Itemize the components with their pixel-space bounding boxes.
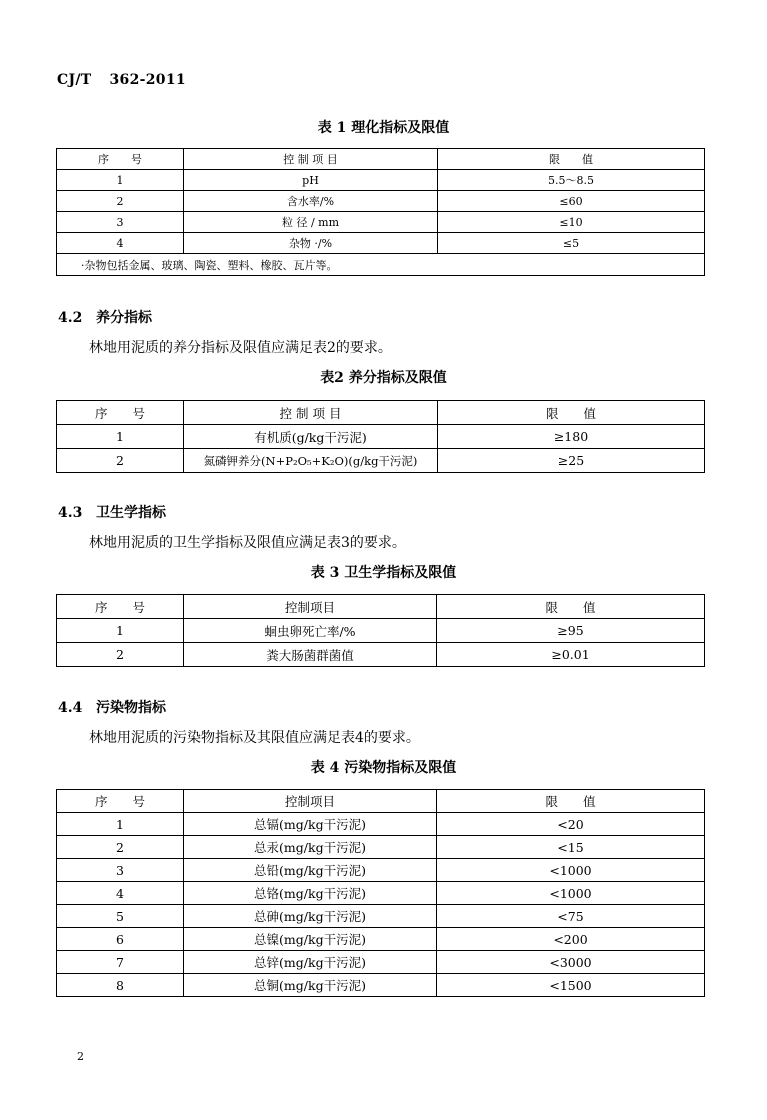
table-cell: 总铬(mg/kg干污泥) (184, 882, 437, 905)
table-cell: 1 (57, 813, 184, 836)
table4-header-cell: 限 值 (437, 790, 705, 813)
table-row (57, 643, 705, 667)
table-cell: 总铅(mg/kg干污泥) (184, 859, 437, 882)
table3-header-cell: 控制项目 (184, 595, 437, 619)
table-cell: 粒 径 / mm (184, 212, 438, 233)
table-cell: 2 (57, 191, 184, 212)
standard-code (57, 72, 186, 88)
table-cell: 总镉(mg/kg干污泥) (184, 813, 437, 836)
table-cell: pH (184, 170, 438, 191)
table-cell: 有机质(g/kg干污泥) (184, 425, 438, 449)
table-cell: 粪大肠菌群菌值 (184, 643, 437, 667)
table-row (57, 212, 705, 233)
table-cell: ≥180 (438, 425, 705, 449)
table1-header-cell: 限 值 (438, 149, 705, 170)
section-title: 卫生学指标 (96, 505, 166, 521)
table2-caption: 表2 养分指标及限值 (320, 370, 447, 386)
table3-header-row (57, 595, 705, 619)
table-cell: 4 (57, 882, 184, 905)
table-cell: <20 (437, 813, 705, 836)
table-cell: 总铜(mg/kg干污泥) (184, 974, 437, 997)
table-cell: ≥95 (437, 619, 705, 643)
table-cell: 蛔虫卵死亡率/% (184, 619, 437, 643)
table-cell: <75 (437, 905, 705, 928)
table1-header-cell: 控 制 项 目 (184, 149, 438, 170)
table-cell: 2 (57, 836, 184, 859)
table-cell: 杂物 ·/% (184, 233, 438, 254)
section-number: 4.3 (58, 505, 83, 521)
section-4-3-text: 林地用泥质的卫生学指标及限值应满足表3的要求。 (89, 535, 406, 551)
table-cell: <200 (437, 928, 705, 951)
section-heading-4-3 (58, 502, 166, 522)
table-cell: ≥0.01 (437, 643, 705, 667)
table-cell: 5.5～8.5 (438, 170, 705, 191)
table-cell: <1000 (437, 859, 705, 882)
table3 (56, 594, 705, 667)
table-row (57, 928, 705, 951)
table-row (57, 905, 705, 928)
table4-header-cell: 控制项目 (184, 790, 437, 813)
table-cell: <3000 (437, 951, 705, 974)
table-row (57, 882, 705, 905)
table-row (57, 449, 705, 473)
table-cell: 总砷(mg/kg干污泥) (184, 905, 437, 928)
table2-header-row (57, 401, 705, 425)
table-cell: 2 (57, 449, 184, 473)
section-title: 养分指标 (96, 310, 152, 326)
section-number: 4.4 (58, 700, 83, 716)
section-heading-4-4 (58, 697, 166, 717)
table1 (56, 148, 705, 276)
table2-header-cell: 序 号 (57, 401, 184, 425)
table-cell: ≥25 (438, 449, 705, 473)
table-cell: 总镍(mg/kg干污泥) (184, 928, 437, 951)
table-cell: 总汞(mg/kg干污泥) (184, 836, 437, 859)
standard-number: 362-2011 (109, 72, 186, 88)
table4-header-row (57, 790, 705, 813)
table-cell: 2 (57, 643, 184, 667)
section-title: 污染物指标 (96, 700, 166, 716)
table-row (57, 951, 705, 974)
page-number: 2 (77, 1050, 84, 1063)
table3-header-cell: 序 号 (57, 595, 184, 619)
table-row (57, 836, 705, 859)
table1-header-row (57, 149, 705, 170)
table-cell: ≤60 (438, 191, 705, 212)
table-cell: ≤5 (438, 233, 705, 254)
table-row (57, 974, 705, 997)
table-cell: <1500 (437, 974, 705, 997)
table1-caption: 表 1 理化指标及限值 (317, 120, 450, 136)
table1-note: ·杂物包括金属、玻璃、陶瓷、塑料、橡胶、瓦片等。 (57, 254, 705, 276)
table-cell: 7 (57, 951, 184, 974)
table-cell: 6 (57, 928, 184, 951)
section-heading-4-2 (58, 307, 152, 327)
table-cell: 4 (57, 233, 184, 254)
table2 (56, 400, 705, 473)
table-cell: 氮磷钾养分(N+P₂O₅+K₂O)(g/kg干污泥) (184, 449, 438, 473)
table-cell: 含水率/% (184, 191, 438, 212)
table-cell: 1 (57, 619, 184, 643)
table-cell: 1 (57, 170, 184, 191)
table-cell: 1 (57, 425, 184, 449)
section-number: 4.2 (58, 310, 83, 326)
table-row (57, 170, 705, 191)
table-cell: <15 (437, 836, 705, 859)
table-row (57, 425, 705, 449)
table-cell: ≤10 (438, 212, 705, 233)
table1-note-row (57, 254, 705, 276)
table1-header-cell: 序 号 (57, 149, 184, 170)
table4 (56, 789, 705, 997)
standard-prefix: CJ/T (57, 72, 92, 88)
table-row (57, 619, 705, 643)
table4-header-cell: 序 号 (57, 790, 184, 813)
table-cell: <1000 (437, 882, 705, 905)
table-row (57, 191, 705, 212)
table-row (57, 233, 705, 254)
table3-header-cell: 限 值 (437, 595, 705, 619)
section-4-2-text: 林地用泥质的养分指标及限值应满足表2的要求。 (89, 340, 392, 356)
table4-caption: 表 4 污染物指标及限值 (310, 760, 457, 776)
table-row (57, 813, 705, 836)
table-cell: 8 (57, 974, 184, 997)
table3-caption: 表 3 卫生学指标及限值 (310, 565, 457, 581)
section-4-4-text: 林地用泥质的污染物指标及其限值应满足表4的要求。 (89, 730, 420, 746)
table2-header-cell: 控 制 项 目 (184, 401, 438, 425)
table-cell: 3 (57, 859, 184, 882)
table-cell: 3 (57, 212, 184, 233)
table2-header-cell: 限 值 (438, 401, 705, 425)
table-row (57, 859, 705, 882)
table-cell: 5 (57, 905, 184, 928)
table-cell: 总锌(mg/kg干污泥) (184, 951, 437, 974)
